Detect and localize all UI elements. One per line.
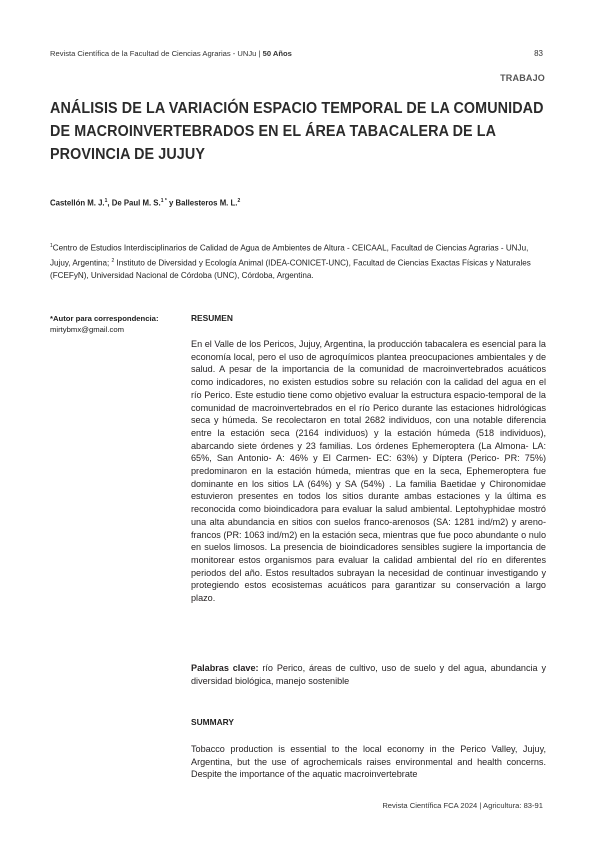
affil-2-mark: 2 <box>111 257 115 264</box>
author-3: Ballesteros M. L. <box>175 198 238 208</box>
article-title: ANÁLISIS DE LA VARIACIÓN ESPACIO TEMPORAL DE LA COMUNIDAD DE MACROINVERTEBRADOS EN EL ÁREA TABACALERA DE LA PROVINCIA DE JUJUY <box>50 100 544 163</box>
affil-2-text: Instituto de Diversidad y Ecología Animal (IDEA-CONICET-UNC), Facultad de Ciencias Exactas Físicas y Naturales (FCEFyN), Universidad Nacional de Córdoba (UNC), Córdoba, Argentina. <box>50 258 531 280</box>
author-1-affil: 1 <box>104 198 108 204</box>
author-separator: , <box>107 198 112 208</box>
correspondence-label: *Autor para correspondencia: <box>50 314 159 323</box>
page-number: 83 <box>534 49 543 58</box>
running-header <box>50 49 292 58</box>
summary-text: Tobacco production is essential to the local economy in the Perico Valley, Jujuy, Argentina, but the use of agrochemicals raises environmental and health concerns. Despite the importance of the aquatic macroinvertebrate <box>191 744 546 780</box>
header-separator: | <box>256 49 263 58</box>
keywords-text: río Perico, áreas de cultivo, uso de suelo y del agua, abundancia y diversidad biológica, manejo sostenible <box>191 663 546 686</box>
keywords-label: Palabras clave: <box>191 663 259 673</box>
keywords <box>191 662 546 687</box>
resumen-heading: RESUMEN <box>191 313 233 323</box>
author-separator: y <box>166 198 176 208</box>
author-1: Castellón M. J. <box>50 198 105 208</box>
author-3-affil: 2 <box>237 198 241 204</box>
journal-name: Revista Científica de la Facultad de Ciencias Agrarias - UNJu <box>50 49 257 58</box>
affil-1-text: Centro de Estudios Interdisciplinarios de Calidad de Agua de Ambientes de Altura - CEICAAL, Facultad de Ciencias Agrarias - UNJu, Jujuy, Argentina; <box>50 243 529 268</box>
anniversary-label: 50 Años <box>262 49 292 58</box>
author-list <box>50 198 240 208</box>
affil-1-mark: 1 <box>50 243 53 249</box>
correspondence-email[interactable]: mirtybmx@gmail.com <box>50 325 125 334</box>
page-footer: Revista Científica FCA 2024 | Agricultura: 83-91 <box>382 801 543 810</box>
resumen-text: En el Valle de los Pericos, Jujuy, Argentina, la producción tabacalera es esencial para la economía local, pero el uso de agroquímicos plantea preocupaciones ambientales y de salud. A pesar de la importancia de la comunidad de macroinvertebrados acuáticos como indicadores, no existen estudios sobre su relación con la calidad del agua en el río Perico. Este estudio tiene como objetivo evaluar la estructura espacio-temporal de la comunidad de macroinvertebrados en el río Perico durante las estaciones hidrológicas seca y húmeda. Se recolectaron en total 2682 individuos, con una notable diferencia entre la estación seca (2164 individuos) y la estación húmeda (518 individuos), abarcando siete órdenes y 23 familias. Los órdenes Ephemeroptera (La Almona- LA: 65%, San Antonio- A: 46% y El Carmen- EC: 63%) y Díptera (Perico- PR: 75%) predominaron en la estación húmeda, mientras que en la seca, Ephemeroptera fue dominante en los sitios LA (64%) y SA (54%) . La familia Baetidae y Chironomidae estuvieron presentes en todos los sitios durante ambas estaciones y la última es reconocida como bioindicadora para evaluar la salud ambiental. Leptohyphidae mostró una alta abundancia en sitios con suelos franco-arenosos (SA: 1281 ind/m2) y areno-francos (PR: 1063 ind/m2) en la estación seca, mientras que fue poco abundante o nulo en suelos limosos. La presencia de bioindicadores sensibles sugiere la importancia de monitorear estos organismos para evaluar la calidad ambiental del río en diferentes periodos del año. Estos resultados subrayan la necesidad de continuar investigando y protegiendo estos ecosistemas acuáticos para garantizar su conservación a largo plazo. <box>191 339 546 604</box>
author-2: De Paul M. S. <box>111 198 161 208</box>
section-label: TRABAJO <box>500 73 545 83</box>
summary-heading: SUMMARY <box>191 717 234 727</box>
author-2-affil: 1 * <box>160 198 167 204</box>
affiliations <box>50 240 547 282</box>
